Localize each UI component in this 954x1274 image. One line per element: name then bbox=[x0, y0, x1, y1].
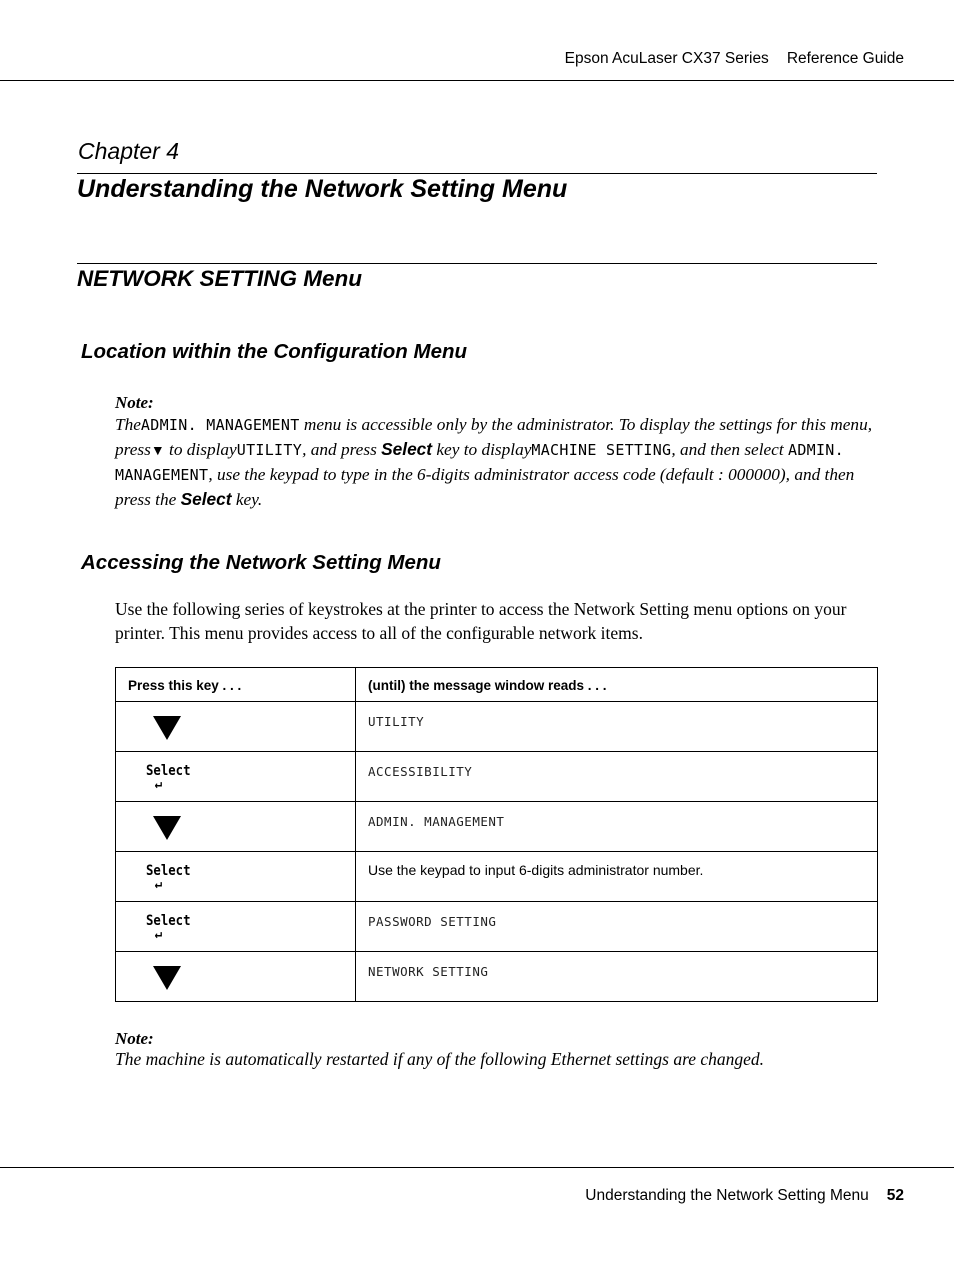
running-footer bbox=[585, 1187, 904, 1205]
enter-arrow-icon: ↵ bbox=[154, 776, 163, 792]
table-row bbox=[116, 802, 878, 852]
note2-label: Note: bbox=[115, 1029, 154, 1048]
col-header-key: Press this key . . . bbox=[116, 668, 356, 702]
chapter-rule bbox=[77, 173, 877, 174]
table-row bbox=[116, 952, 878, 1002]
table-row bbox=[116, 852, 878, 902]
header-rule bbox=[0, 80, 954, 81]
select-key-text: Select bbox=[381, 438, 433, 459]
col-header-message: (until) the message window reads . . . bbox=[356, 668, 878, 702]
message-text: ADMIN. MANAGEMENT bbox=[368, 814, 505, 829]
chapter-label: Chapter 4 bbox=[78, 138, 180, 164]
table-row bbox=[116, 702, 878, 752]
message-text: NETWORK SETTING bbox=[368, 964, 489, 979]
select-key-icon: Select ↵ bbox=[146, 913, 191, 942]
footer-title: Understanding the Network Setting Menu bbox=[585, 1187, 869, 1204]
intro-paragraph: Use the following series of keystrokes at the printer to access the Network Setting menu options on your printer. This menu provides access to all of the configurable network items. bbox=[115, 599, 847, 643]
select-key-icon: Select ↵ bbox=[146, 863, 191, 892]
code-utility: UTILITY bbox=[236, 440, 303, 459]
enter-arrow-icon: ↵ bbox=[154, 876, 163, 892]
note-label: Note: bbox=[115, 393, 154, 412]
code-machine-setting: MACHINE SETTING bbox=[531, 440, 672, 459]
message-text: Use the keypad to input 6-digits administrator number. bbox=[368, 862, 704, 878]
header-product: Epson AcuLaser CX37 Series bbox=[564, 50, 769, 67]
code-admin-management: ADMIN. MANAGEMENT bbox=[140, 416, 300, 434]
message-text: UTILITY bbox=[368, 714, 425, 729]
table-row bbox=[116, 752, 878, 802]
enter-arrow-icon: ↵ bbox=[154, 926, 163, 942]
footer-rule bbox=[0, 1167, 954, 1168]
section-rule bbox=[77, 263, 877, 264]
location-heading: Location within the Configuration Menu bbox=[81, 340, 468, 363]
header-guide: Reference Guide bbox=[786, 50, 904, 67]
section-title: NETWORK SETTING Menu bbox=[77, 266, 362, 291]
running-header bbox=[565, 50, 904, 68]
accessing-heading: Accessing the Network Setting Menu bbox=[81, 551, 441, 574]
chapter-title: Understanding the Network Setting Menu bbox=[77, 175, 568, 203]
table-row bbox=[116, 902, 878, 952]
message-text: ACCESSIBILITY bbox=[368, 764, 473, 779]
down-arrow-icon: ▼ bbox=[150, 443, 165, 459]
page-number: 52 bbox=[886, 1187, 904, 1204]
down-arrow-icon bbox=[153, 816, 181, 840]
select-key-text-2: Select bbox=[180, 488, 232, 509]
note-body: TheADMIN. MANAGEMENT menu is accessible only by the administrator. To display the settings for this menu, press▼ to displayUTILITY, and press Select key to displayMACHINE SETTING, and then select ADMIN. MANAGEMENT, use the keypad to type in the 6-digits administrator access code (default : 000000), and then press the Select key. bbox=[115, 415, 873, 509]
code-admin-management-2: ADMIN. MANAGEMENT bbox=[115, 440, 844, 484]
keystroke-table bbox=[115, 667, 878, 1002]
select-key-icon: Select ↵ bbox=[146, 763, 191, 792]
message-text: PASSWORD SETTING bbox=[368, 914, 497, 929]
note2-body: The machine is automatically restarted if any of the following Ethernet settings are changed. bbox=[115, 1049, 765, 1069]
down-arrow-icon bbox=[153, 716, 181, 740]
down-arrow-icon bbox=[153, 966, 181, 990]
